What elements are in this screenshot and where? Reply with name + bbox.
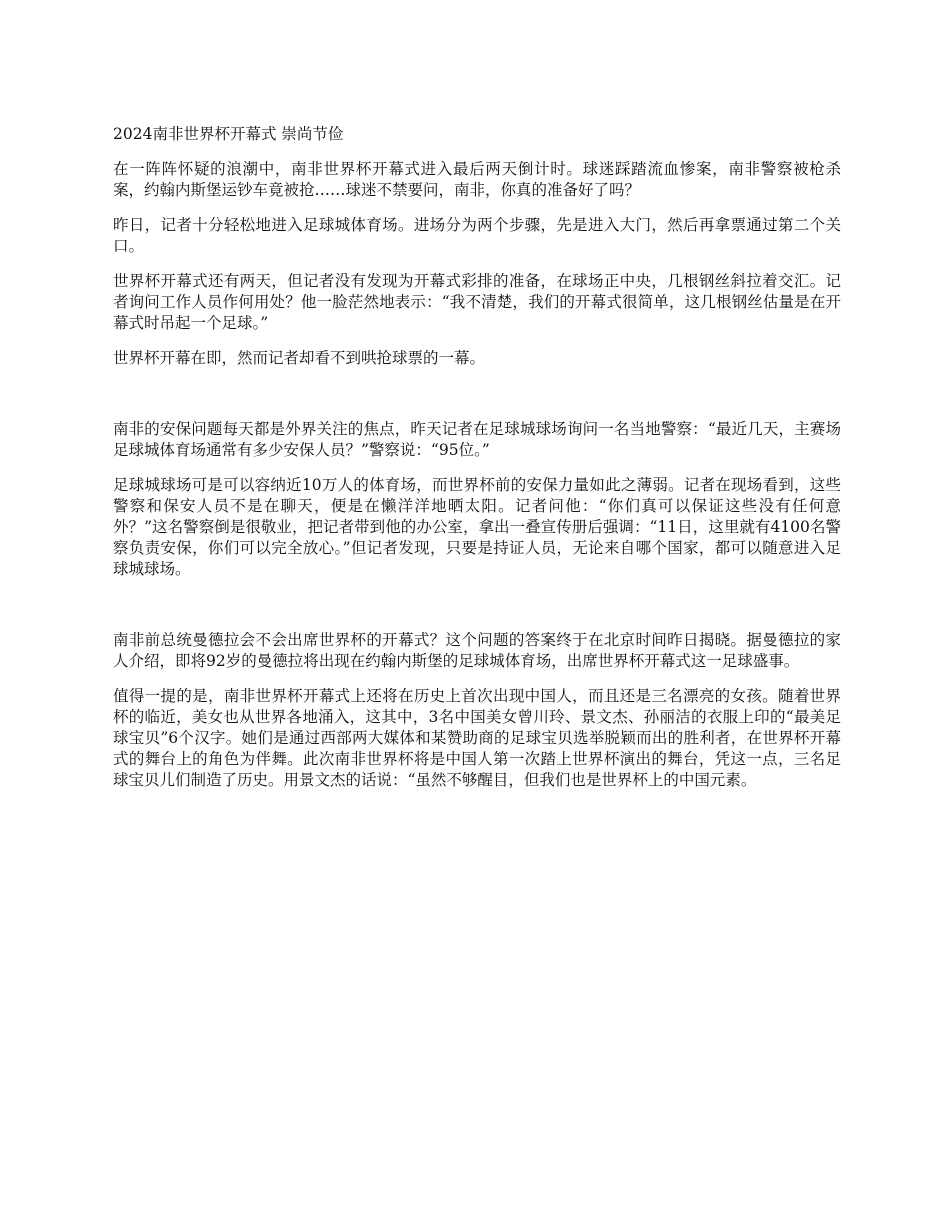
section-mandela — [113, 630, 841, 791]
section-opening — [113, 159, 841, 369]
paragraph: 昨日，记者十分轻松地进入足球城体育场。进场分为两个步骤，先是进入大门，然后再拿票通过第二个关口。 — [113, 216, 841, 255]
paragraph: 南非前总统曼德拉会不会出席世界杯的开幕式？这个问题的答案终于在北京时间昨日揭晓。据曼德拉的家人介绍，即将92岁的曼德拉将出现在约翰内斯堡的足球城体育场，出席世界杯开幕式这一足球盛事。 — [113, 631, 841, 670]
section-gap — [113, 594, 841, 630]
paragraph: 南非的安保问题每天都是外界关注的焦点，昨天记者在足球城球场询问一名当地警察：“最近几天，主赛场足球城体育场通常有多少安保人员？”警察说：“95位。” — [113, 420, 841, 459]
section-gap — [113, 383, 841, 419]
document-page — [113, 124, 841, 805]
paragraph: 值得一提的是，南非世界杯开幕式上还将在历史上首次出现中国人，而且还是三名漂亮的女孩。随着世界杯的临近，美女也从世界各地涌入，这其中，3名中国美女曾川玲、景文杰、孙丽洁的衣服上印的“最美足球宝贝”6个汉字。她们是通过西部两大媒体和某赞助商的足球宝贝选举脱颖而出的胜利者，在世界杯开幕式的舞台上的角色为伴舞。此次南非世界杯将是中国人第一次踏上世界杯演出的舞台，凭这一点，三名足球宝贝儿们制造了历史。用景文杰的话说：“虽然不够醒目，但我们也是世界杯上的中国元素。 — [113, 687, 841, 789]
paragraph: 足球城球场可是可以容纳近10万人的体育场，而世界杯前的安保力量如此之薄弱。记者在现场看到，这些警察和保安人员不是在聊天，便是在懒洋洋地晒太阳。记者问他：“你们真可以保证这些没有任何意外？”这名警察倒是很敬业，把记者带到他的办公室，拿出一叠宣传册后强调：“11日，这里就有4100名警察负责安保，你们可以完全放心。”但记者发现，只要是持证人员，无论来自哪个国家，都可以随意进入足球城球场。 — [113, 476, 841, 578]
section-security — [113, 419, 841, 580]
article-title: 2024南非世界杯开幕式 崇尚节俭 — [113, 125, 344, 143]
paragraph: 世界杯开幕在即，然而记者却看不到哄抢球票的一幕。 — [113, 349, 486, 367]
paragraph: 在一阵阵怀疑的浪潮中，南非世界杯开幕式进入最后两天倒计时。球迷踩踏流血惨案，南非警察被枪杀案，约翰内斯堡运钞车竟被抢……球迷不禁要问，南非，你真的准备好了吗？ — [113, 160, 841, 199]
paragraph: 世界杯开幕式还有两天，但记者没有发现为开幕式彩排的准备，在球场正中央，几根钢丝斜拉着交汇。记者询问工作人员作何用处？他一脸茫然地表示：“我不清楚，我们的开幕式很简单，这几根钢丝估量是在开幕式时吊起一个足球。” — [113, 272, 841, 332]
